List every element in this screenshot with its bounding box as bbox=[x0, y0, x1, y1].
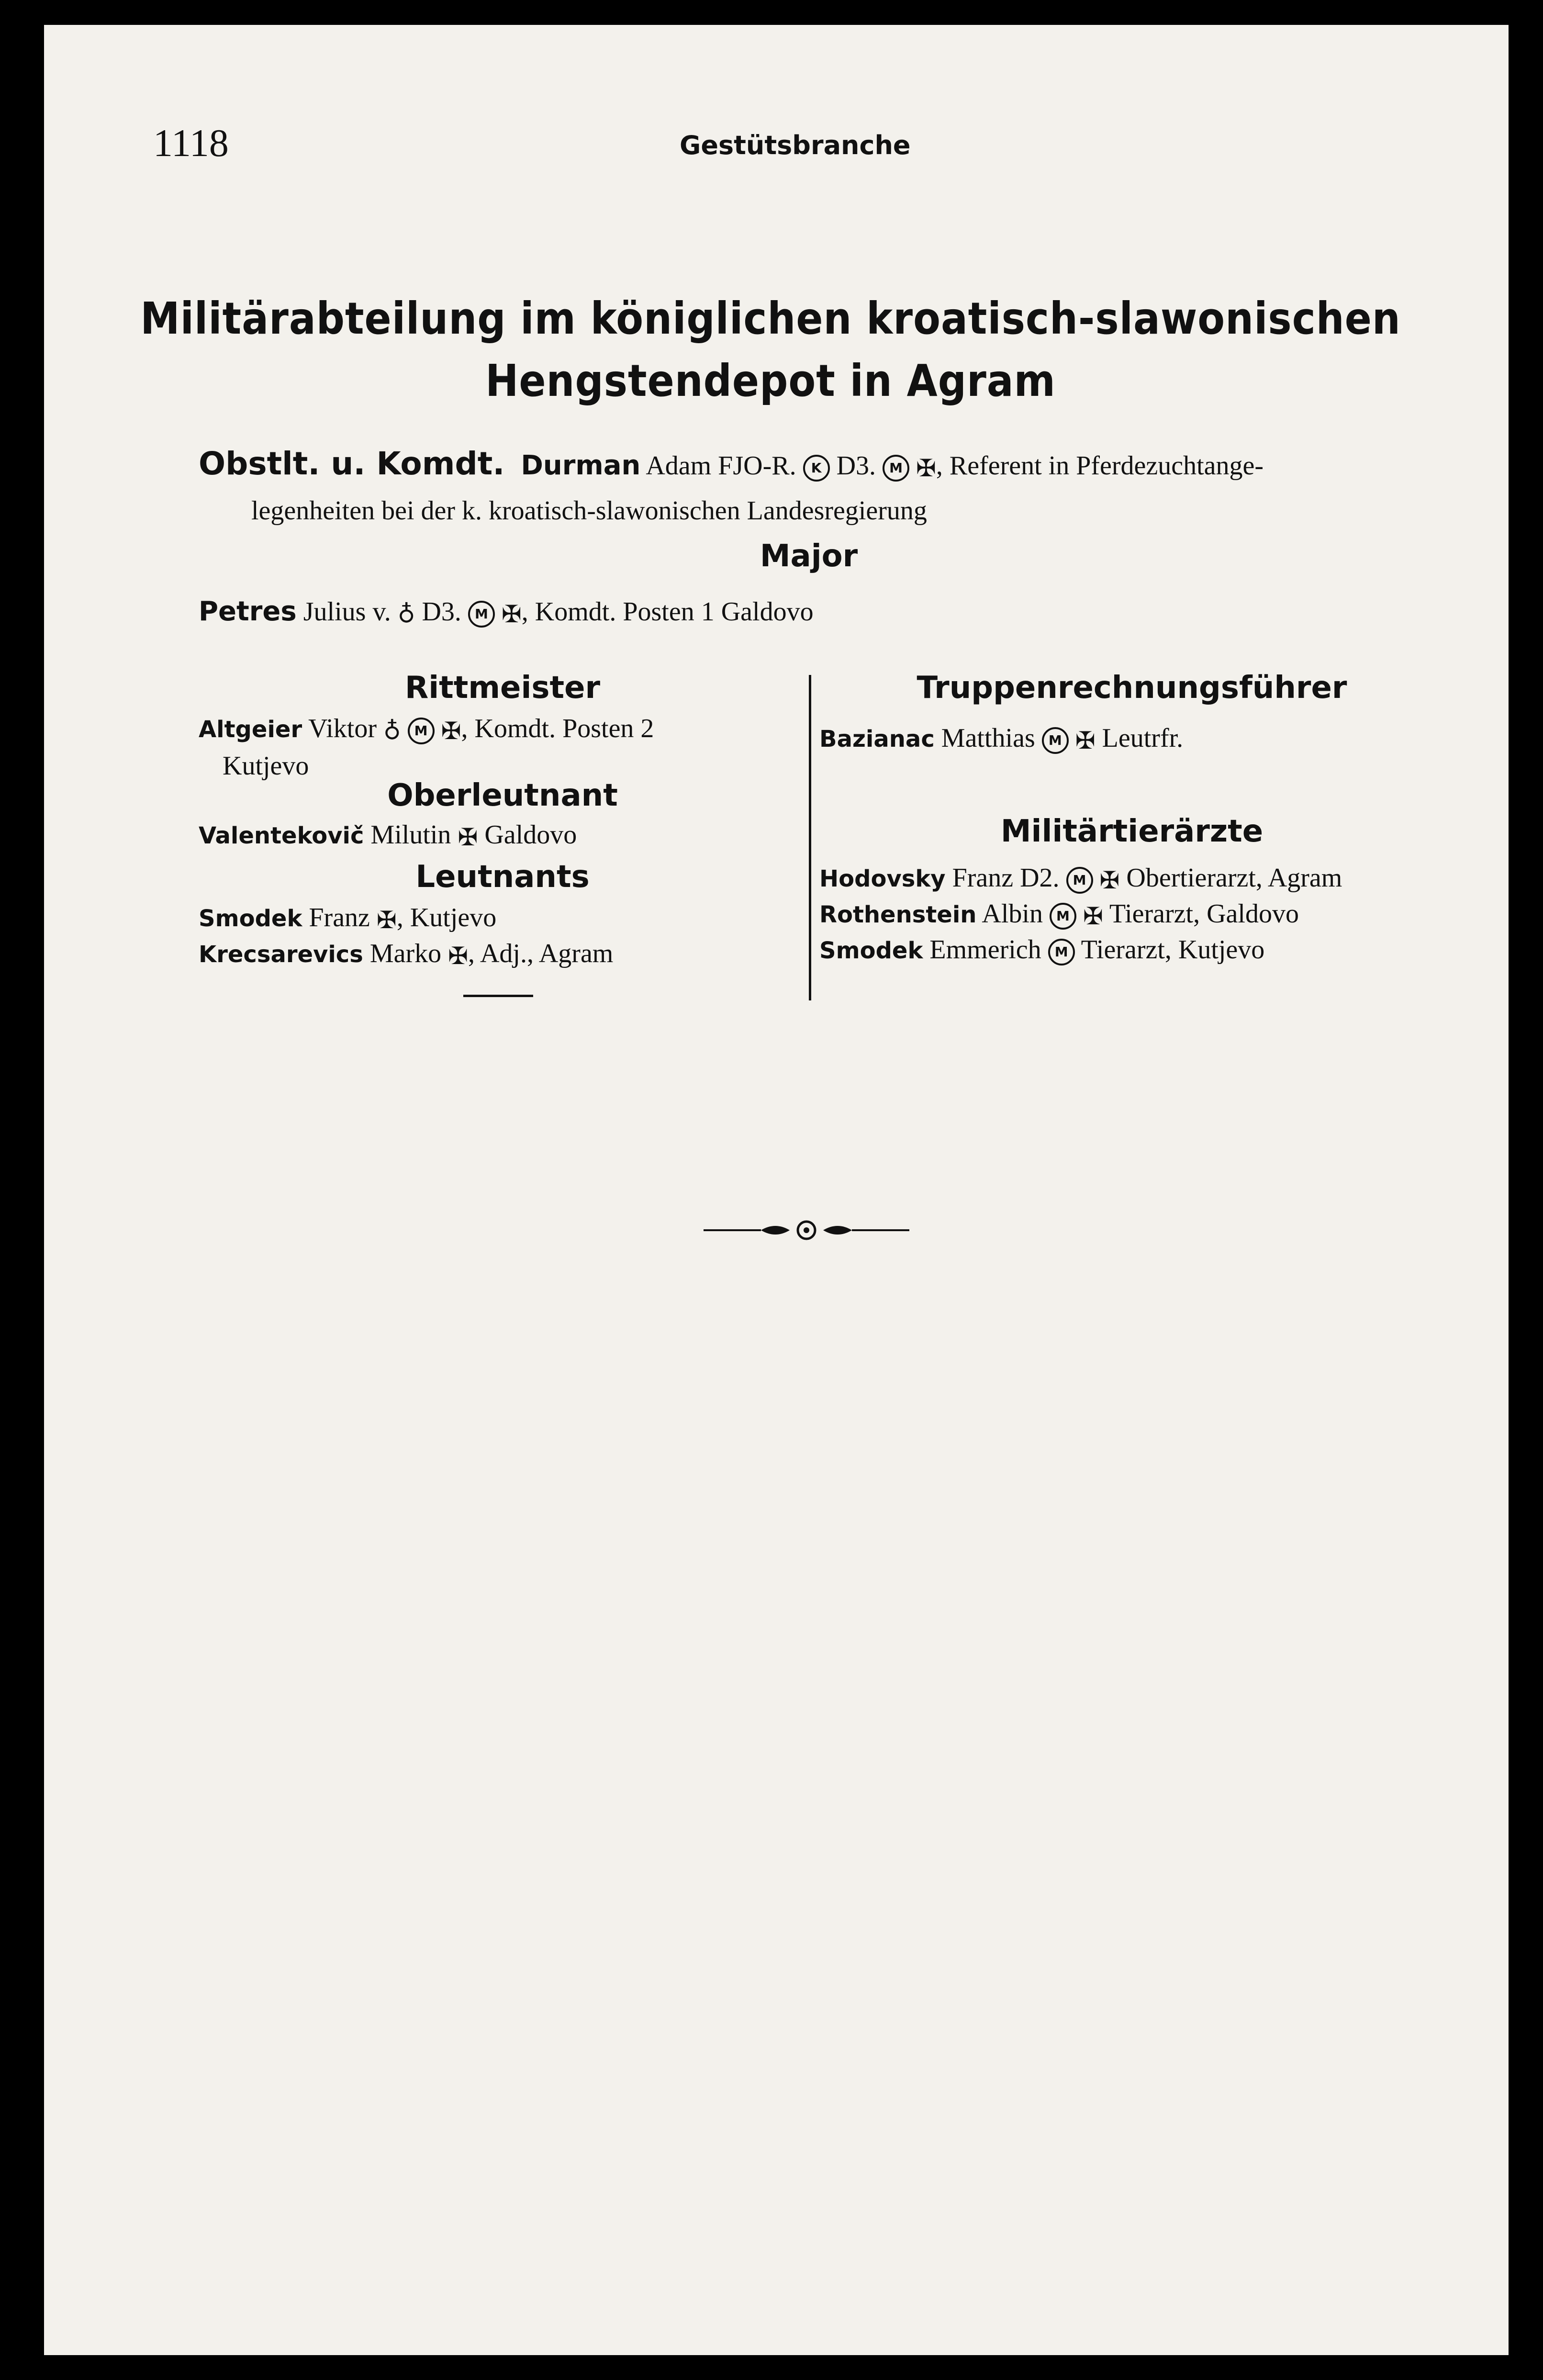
major-heading: Major bbox=[760, 539, 858, 574]
oberleutnant-entry bbox=[199, 820, 577, 851]
rittmeister-entry bbox=[199, 713, 654, 745]
leutnant-row bbox=[199, 938, 613, 970]
tierarzt-text-1: Albin bbox=[982, 899, 1043, 929]
medal-m-icon: M bbox=[1042, 727, 1069, 754]
leutnant-text-2: , Kutjevo bbox=[396, 903, 497, 932]
major-text-2: D3. bbox=[422, 597, 461, 627]
rittmeister-heading: Rittmeister bbox=[404, 670, 601, 706]
cross-icon: ✠ bbox=[376, 907, 397, 934]
commander-text-1: Adam FJO-R. bbox=[646, 451, 796, 481]
cross-icon: ✠ bbox=[1083, 903, 1103, 930]
commander-text-3: , Referent in Pferdezuchtange- bbox=[936, 451, 1264, 481]
tierarzt-row bbox=[819, 863, 1342, 894]
leutnants-heading: Leutnants bbox=[415, 859, 590, 895]
oberleutnant-surname: Valentekovič bbox=[199, 822, 364, 849]
leutnant-surname: Krecsarevics bbox=[199, 941, 363, 968]
leutnant-text-2: , Adj., Agram bbox=[468, 939, 614, 968]
end-rule bbox=[463, 995, 533, 997]
oberleutnant-heading: Oberleutnant bbox=[387, 778, 618, 813]
tierarzt-text-2: Tierarzt, Galdovo bbox=[1109, 899, 1299, 929]
ornament-divider-icon bbox=[704, 1216, 909, 1245]
commander-text-2: D3. bbox=[836, 451, 876, 481]
leutnant-row bbox=[199, 902, 496, 934]
title-line-1: Militärabteilung im königlichen kroatisch-slawonischen bbox=[140, 293, 1401, 344]
medal-k-icon: K bbox=[803, 455, 830, 482]
rittmeister-line-2: Kutjevo bbox=[223, 751, 309, 781]
truppen-text-2: Leutrfr. bbox=[1102, 723, 1184, 753]
medal-m-icon: M bbox=[1048, 939, 1075, 965]
medal-m-icon: M bbox=[1050, 903, 1076, 930]
major-text-3: , Komdt. Posten 1 Galdovo bbox=[521, 597, 814, 627]
commander-entry bbox=[199, 445, 1263, 482]
medal-m-icon: M bbox=[468, 601, 495, 628]
cross-icon: ✠ bbox=[1099, 867, 1120, 894]
leutnant-surname: Smodek bbox=[199, 905, 302, 932]
cross-icon: ✠ bbox=[458, 824, 478, 851]
tierarzt-text-1: Emmerich bbox=[929, 935, 1041, 965]
truppen-heading: Truppenrechnungsführer bbox=[917, 670, 1347, 706]
commander-surname: Durman bbox=[521, 450, 641, 481]
cross-icon: ✠ bbox=[1075, 727, 1096, 754]
major-text-1: Julius v. bbox=[303, 597, 391, 627]
rittmeister-text-1: Viktor bbox=[308, 714, 377, 743]
rittmeister-text-2: , Komdt. Posten 2 bbox=[461, 714, 654, 743]
oberleutnant-text-2: Galdovo bbox=[484, 820, 577, 850]
column-divider bbox=[809, 675, 811, 1000]
page-number: 1118 bbox=[153, 121, 229, 165]
running-head: Gestütsbranche bbox=[680, 130, 911, 160]
truppen-entry bbox=[819, 723, 1183, 754]
tierarzt-surname: Rothenstein bbox=[819, 901, 977, 928]
order-icon: ♁ bbox=[397, 601, 415, 628]
rittmeister-surname: Altgeier bbox=[199, 716, 302, 743]
commander-rank: Obstlt. u. Komdt. bbox=[199, 445, 505, 482]
medal-m-icon: M bbox=[883, 455, 909, 482]
tierarzt-row bbox=[819, 898, 1299, 930]
cross-icon: ✠ bbox=[916, 455, 936, 482]
cross-icon: ✠ bbox=[448, 943, 469, 970]
major-entry bbox=[199, 596, 814, 628]
tierarzt-surname: Smodek bbox=[819, 937, 923, 964]
commander-line-2: legenheiten bei der k. kroatisch-slawonischen Landesregierung bbox=[251, 496, 927, 526]
cross-icon: ✠ bbox=[501, 601, 522, 628]
truppen-text-1: Matthias bbox=[941, 723, 1035, 753]
tierarzt-text-2: Tierarzt, Kutjevo bbox=[1081, 935, 1265, 965]
leutnant-text-1: Marko bbox=[369, 939, 442, 968]
order-icon: ♁ bbox=[383, 718, 401, 745]
tierarzt-text-1: Franz D2. bbox=[952, 863, 1060, 893]
medal-m-icon: M bbox=[1066, 867, 1093, 894]
tieraerzte-heading: Militärtierärzte bbox=[1000, 814, 1263, 849]
tierarzt-text-2: Obertierarzt, Agram bbox=[1126, 863, 1342, 893]
tierarzt-row bbox=[819, 934, 1264, 965]
major-surname: Petres bbox=[199, 596, 297, 627]
title-line-2: Hengstendepot in Agram bbox=[485, 355, 1056, 406]
medal-m-icon: M bbox=[408, 718, 435, 744]
tierarzt-surname: Hodovsky bbox=[819, 865, 946, 892]
truppen-surname: Bazianac bbox=[819, 726, 935, 752]
cross-icon: ✠ bbox=[441, 718, 461, 745]
oberleutnant-text-1: Milutin bbox=[370, 820, 451, 850]
leutnant-text-1: Franz bbox=[309, 903, 370, 932]
